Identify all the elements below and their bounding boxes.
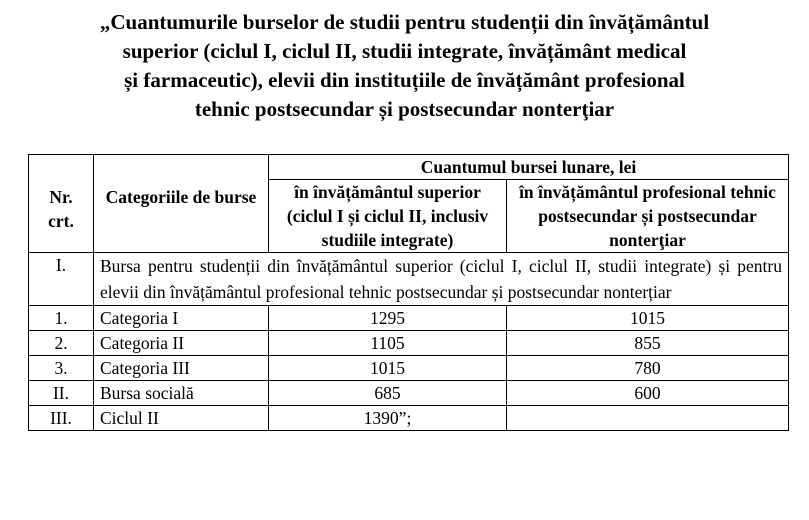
scholarship-table [28,154,789,431]
row-nr: III. [29,406,94,431]
table-row [29,306,789,331]
row-category: Categoria III [94,356,269,381]
document-title [0,8,809,124]
table-row [29,331,789,356]
row-nr: 2. [29,331,94,356]
row-vocational: 855 [507,331,789,356]
row-nr: 1. [29,306,94,331]
header-vocational: în învățământul profesional tehnic postsecundar și postsecundar nonterţiar [507,180,789,253]
row-nr: 3. [29,356,94,381]
header-higher-ed: în învățământul superior (ciclul I și ciclul II, inclusiv studiile integrate) [269,180,507,253]
row-higher-ed: 1015 [269,356,507,381]
title-line: „Cuantumurile burselor de studii pentru studenții din învățământul [99,10,710,34]
header-amount-group: Cuantumul bursei lunare, lei [269,155,789,180]
header-category: Categoriile de burse [94,155,269,253]
table-row [29,381,789,406]
row-vocational: 600 [507,381,789,406]
row-higher-ed: 1390”; [269,406,507,431]
section-nr: I. [29,253,94,306]
row-vocational [507,406,789,431]
header-nr: Nr. crt. [29,155,94,253]
row-category: Categoria I [94,306,269,331]
table-row [29,356,789,381]
row-category: Bursa socială [94,381,269,406]
row-higher-ed: 685 [269,381,507,406]
title-line: tehnic postsecundar și postsecundar nonterţiar [194,97,615,121]
section-row [29,253,789,306]
row-category: Categoria II [94,331,269,356]
section-text: Bursa pentru studenții din învățământul superior (ciclul I, ciclul II, studii integrate) și pentru elevii din învățământul profesional tehnic postsecundar și postsecundar nonterțiar [94,253,789,306]
row-nr: II. [29,381,94,406]
title-line: și farmaceutic), elevii din instituțiile de învățământ profesional [124,68,685,92]
row-higher-ed: 1295 [269,306,507,331]
title-line: superior (ciclul I, ciclul II, studii integrate, învățământ medical [122,39,687,63]
row-vocational: 780 [507,356,789,381]
row-category: Ciclul II [94,406,269,431]
row-vocational: 1015 [507,306,789,331]
table-row [29,406,789,431]
row-higher-ed: 1105 [269,331,507,356]
